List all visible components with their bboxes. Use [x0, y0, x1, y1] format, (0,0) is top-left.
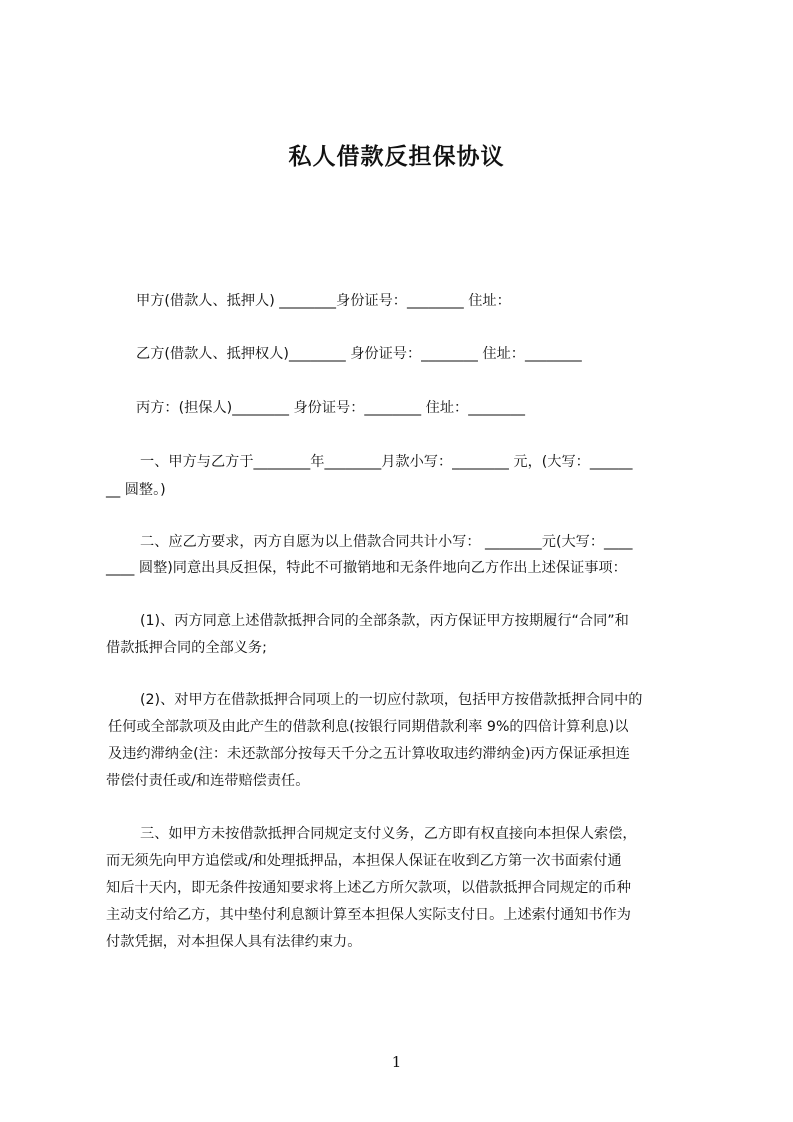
- clause-3-line-2: 而无须先向甲方追偿或/和处理抵押品，本担保人保证在收到乙方第一次书面索付通: [106, 853, 622, 869]
- item-2-line-3: 及违约滞纳金(注：未还款部分按每天千分之五计算收取违约滞纳金)丙方保证承担连: [108, 746, 630, 762]
- clause-3-line-5: 付款凭据，对本担保人具有法律约束力。: [106, 934, 362, 950]
- document-title: 私人借款反担保协议: [288, 144, 505, 170]
- clause-3-line-1: 三、如甲方未按借款抵押合同规定支付义务，乙方即有权直接向本担保人索偿，: [140, 826, 637, 842]
- page-number: 1: [391, 1053, 402, 1071]
- item-1-line-1: (1)、丙方同意上述借款抵押合同的全部条款，丙方保证甲方按期履行“合同”和: [140, 613, 629, 629]
- item-2-line-2: 任何或全部款项及由此产生的借款利息(按银行同期借款利率 9%的四倍计算利息)以: [108, 719, 629, 735]
- clause-2-line-1: 二、应乙方要求，丙方自愿为以上借款合同共计小写： ________元(大写：____: [140, 534, 633, 550]
- clause-3-line-3: 知后十天内，即无条件按通知要求将上述乙方所欠款项，以借款抵押合同规定的币种: [106, 880, 631, 896]
- item-1-line-2: 借款抵押合同的全部义务;: [106, 640, 267, 656]
- party-c-line: 丙方：(担保人)________ 身份证号：________ 住址：________: [136, 400, 525, 416]
- item-2-line-4: 带偿付责任或/和连带赔偿责任。: [106, 773, 310, 789]
- party-b-line: 乙方(借款人、抵押权人)________ 身份证号：________ 住址：________: [136, 346, 582, 362]
- item-2-line-1: (2)、对甲方在借款抵押合同项上的一切应付款项，包括甲方按借款抵押合同中的: [140, 692, 643, 708]
- party-a-line: 甲方(借款人、抵押人) ________身份证号：________ 住址：: [136, 293, 511, 309]
- clause-2-line-2: ____ 圆整)同意出具反担保，特此不可撤销地和无条件地向乙方作出上述保证事项：: [106, 560, 627, 576]
- clause-1-line-2: __ 圆整。): [106, 482, 166, 498]
- clause-3-line-4: 主动支付给乙方，其中垫付利息额计算至本担保人实际支付日。上述索付通知书作为: [106, 907, 631, 923]
- clause-1-line-1: 一、甲方与乙方于________年________月款小写：________ 元，(大写：______: [140, 454, 633, 470]
